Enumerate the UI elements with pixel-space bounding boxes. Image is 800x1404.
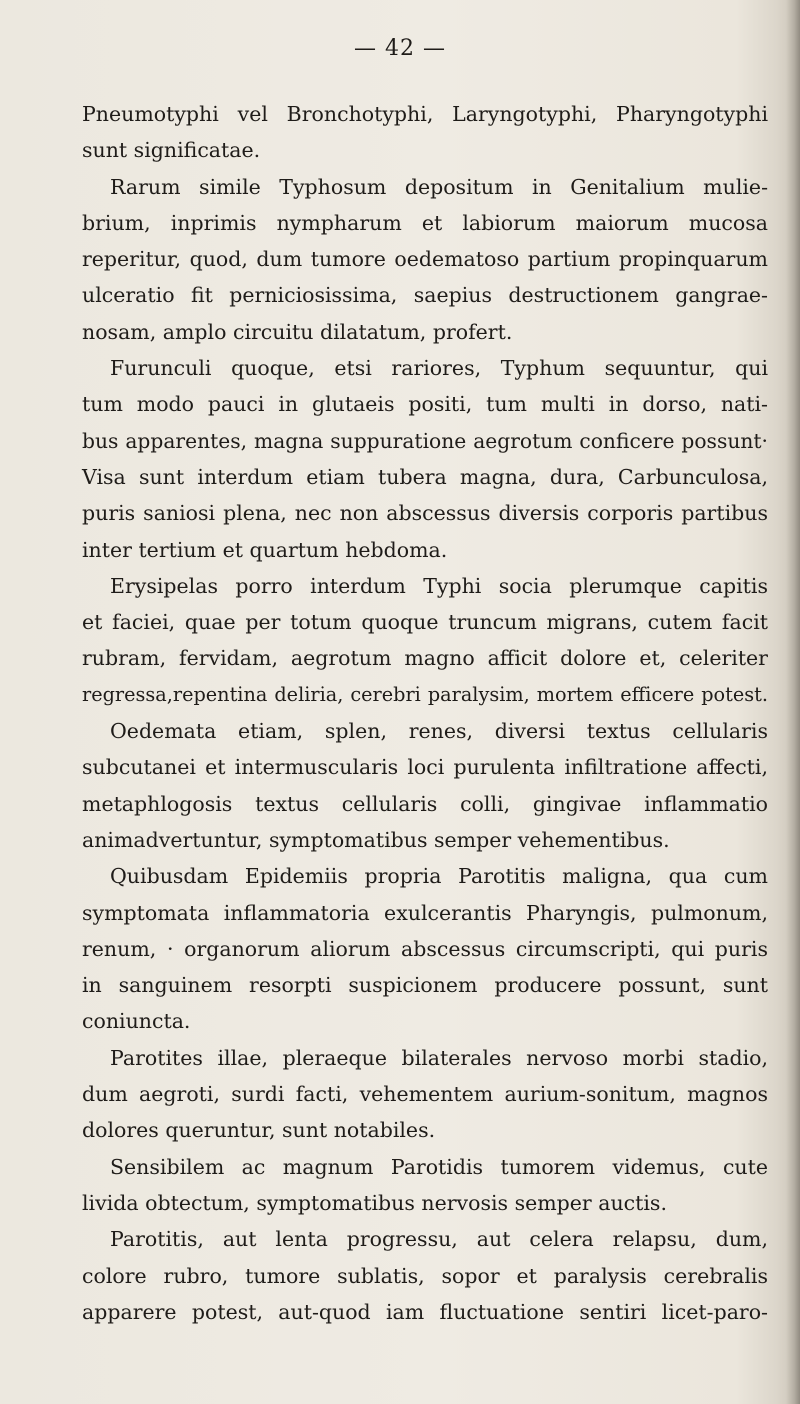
text-line: Parotites illae, pleraeque bilaterales nervoso morbi stadio, [110, 1045, 768, 1070]
body-text [82, 96, 768, 1330]
text-line: metaphlogosis textus cellularis colli, gingivae inflammatio [82, 791, 768, 816]
text-line: Sensibilem ac magnum Parotidis tumorem videmus, cute [110, 1154, 768, 1179]
text-line: Rarum simile Typhosum depositum in Genitalium mulie- [110, 174, 768, 199]
text-line: dum aegroti, surdi facti, vehementem aurium-sonitum, magnos [82, 1082, 768, 1107]
text-line: Visa sunt interdum etiam tubera magna, dura, Carbunculosa, [82, 464, 768, 489]
text-line: et faciei, quae per totum quoque truncum migrans, cutem facit [82, 610, 768, 635]
text-line: rubram, fervidam, aegrotum magno afficit dolore et, celeriter [82, 646, 768, 671]
text-line: animadvertuntur, symptomatibus semper vehementibus. [82, 827, 670, 852]
text-line: subcutanei et intermuscularis loci purulenta infiltratione affecti, [82, 755, 768, 780]
text-line: symptomata inflammatoria exulcerantis Pharyngis, pulmonum, [82, 900, 768, 925]
page-number: — 42 — [354, 36, 446, 61]
text-line: colore rubro, tumore sublatis, sopor et paralysis cerebralis [82, 1263, 768, 1288]
text-line: coniuncta. [82, 1009, 191, 1034]
text-line: ulceratio fit perniciosissima, saepius destructionem gangrae- [82, 283, 768, 308]
text-line: sunt significatae. [82, 138, 261, 163]
text-line: renum, · organorum aliorum abscessus circumscripti, qui puris [82, 936, 768, 961]
text-line: Pneumotyphi vel Bronchotyphi, Laryngotyphi, Pharyngotyphi [82, 102, 768, 126]
text-line: Oedemata etiam, splen, renes, diversi textus cellularis [110, 719, 768, 744]
text-line: inter tertium et quartum hebdoma. [82, 537, 448, 562]
text-line: regressa,repentina deliria, cerebri paralysim, mortem efficere potest. [82, 682, 768, 706]
text-line: brium, inprimis nympharum et labiorum maiorum mucosa [82, 210, 768, 235]
text-line: dolores queruntur, sunt notabiles. [82, 1118, 436, 1143]
page-edge-shadow [786, 0, 800, 1404]
text-line: Parotitis, aut lenta progressu, aut celera relapsu, dum, [110, 1227, 768, 1252]
text-line: livida obtectum, symptomatibus nervosis semper auctis. [82, 1190, 667, 1215]
text-line: tum modo pauci in glutaeis positi, tum multi in dorso, nati- [82, 392, 768, 417]
text-line: apparere potest, aut-quod iam fluctuatione sentiri licet-paro- [82, 1299, 768, 1324]
text-line: Erysipelas porro interdum Typhi socia plerumque capitis [110, 573, 768, 598]
text-line: bus apparentes, magna suppuratione aegrotum conficere possunt· [82, 428, 768, 453]
text-line: puris saniosi plena, nec non abscessus diversis corporis partibus [82, 501, 768, 526]
text-line: Quibusdam Epidemiis propria Parotitis maligna, qua cum [110, 864, 768, 889]
text-line: Furunculi quoque, etsi rariores, Typhum sequuntur, qui [110, 356, 768, 381]
text-line: in sanguinem resorpti suspicionem producere possunt, sunt [82, 973, 768, 998]
text-line: nosam, amplo circuitu dilatatum, profert. [82, 319, 513, 344]
text-line: reperitur, quod, dum tumore oedematoso partium propinquarum [82, 247, 768, 272]
